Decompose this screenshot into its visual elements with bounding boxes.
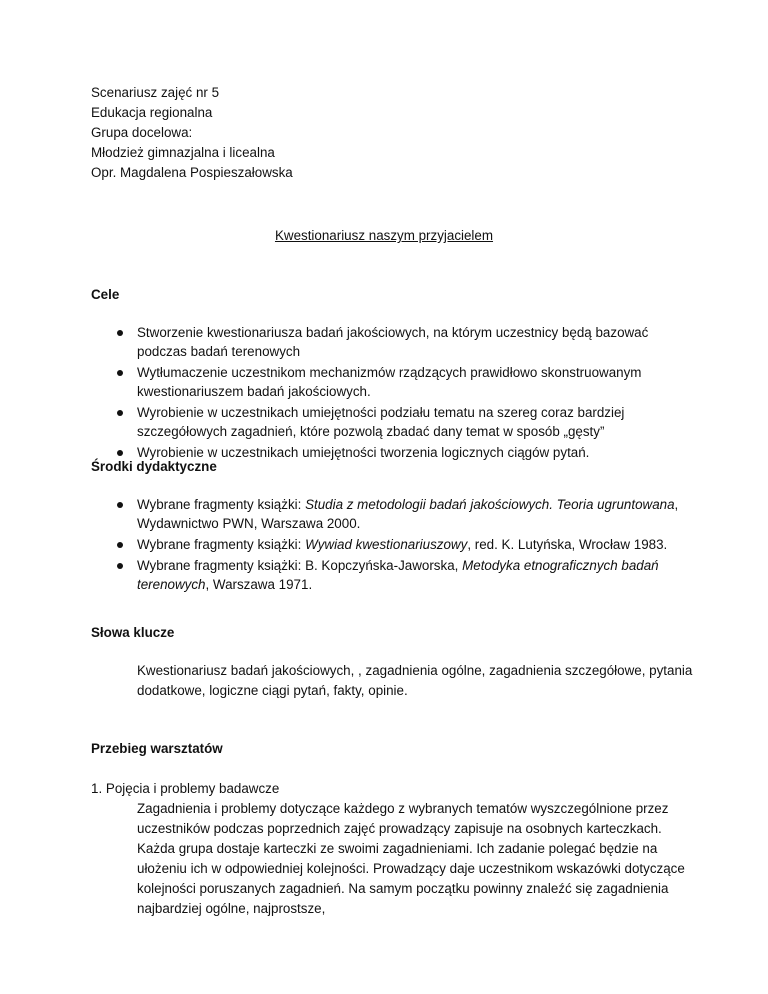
cele-item: Stworzenie kwestionariusza badań jakościowych, na którym uczestnicy będą bazować podczas badań terenowych bbox=[91, 323, 691, 361]
srodki-item-book-title: Metodyka etnograficznych badań terenowych bbox=[137, 558, 659, 592]
cele-item: Wyrobienie w uczestnikach umiejętności podziału tematu na szereg coraz bardziej szczegółowych zagadnień, które pozwolą zbadać dany temat w sposób „gęsty” bbox=[91, 403, 691, 441]
header-target-group: Młodzież gimnazjalna i licealna bbox=[91, 145, 275, 160]
header-subject: Edukacja regionalna bbox=[91, 105, 213, 120]
section-heading-przebieg: Przebieg warsztatów bbox=[91, 741, 223, 756]
srodki-item-publisher: , red. K. Lutyńska, Wrocław 1983. bbox=[467, 537, 668, 552]
srodki-item-text: Wybrane fragmenty książki: bbox=[137, 497, 306, 512]
document-header bbox=[91, 83, 293, 183]
srodki-item-book-title: Wywiad kwestionariuszowy bbox=[305, 537, 468, 552]
srodki-list bbox=[91, 495, 691, 594]
header-scenario-number: Scenariusz zajęć nr 5 bbox=[91, 85, 220, 100]
section-heading-cele: Cele bbox=[91, 287, 120, 302]
srodki-item-text: Wybrane fragmenty książki: B. Kopczyńska-Jaworska, bbox=[137, 558, 463, 573]
header-target-group-label: Grupa docelowa: bbox=[91, 125, 193, 140]
step-1-title: 1. Pojęcia i problemy badawcze bbox=[91, 781, 280, 796]
srodki-item bbox=[91, 535, 691, 554]
step-1-text: Zagadnienia i problemy dotyczące każdego z wybranych tematów wyszczególnione przez uczestników podczas poprzednich zajęć prowadzący zapisuje na osobnych karteczkach. Każda grupa dostaje karteczki ze swoimi zagadnieniami. Ich zadanie polegać będzie na ułożeniu ich w odpowiedniej kolejności. Prowadzący daje uczestnikom wskazówki dotyczące kolejności poruszanych zagadnień. Na samym początku powinny znaleźć się zagadnienia najbardziej ogólne, najprostsze, bbox=[137, 801, 685, 916]
cele-item: Wytłumaczenie uczestnikom mechanizmów rządzących prawidłowo skonstruowanym kwestionariuszem badań jakościowych. bbox=[91, 363, 691, 401]
srodki-item bbox=[91, 556, 691, 594]
cele-list bbox=[91, 323, 691, 462]
cele-item: Wyrobienie w uczestnikach umiejętności tworzenia logicznych ciągów pytań. bbox=[91, 443, 691, 462]
srodki-item-publisher: , Warszawa 1971. bbox=[205, 577, 313, 592]
header-author: Opr. Magdalena Pospieszałowska bbox=[91, 165, 293, 180]
section-heading-slowa: Słowa klucze bbox=[91, 625, 175, 640]
keywords-text: Kwestionariusz badań jakościowych, , zagadnienia ogólne, zagadnienia szczegółowe, pytania dodatkowe, logiczne ciągi pytań, fakty, opinie. bbox=[137, 663, 693, 698]
srodki-item-book-title: Studia z metodologii badań jakościowych. Teoria ugruntowana bbox=[305, 497, 675, 512]
document-title-text: Kwestionariusz naszym przyjacielem bbox=[274, 228, 494, 243]
document-title bbox=[0, 226, 768, 245]
srodki-item-publisher: , Wydawnictwo PWN, Warszawa 2000. bbox=[137, 497, 679, 531]
section-heading-srodki: Środki dydaktyczne bbox=[91, 459, 217, 474]
srodki-item bbox=[91, 495, 691, 533]
srodki-item-text: Wybrane fragmenty książki: bbox=[137, 537, 306, 552]
